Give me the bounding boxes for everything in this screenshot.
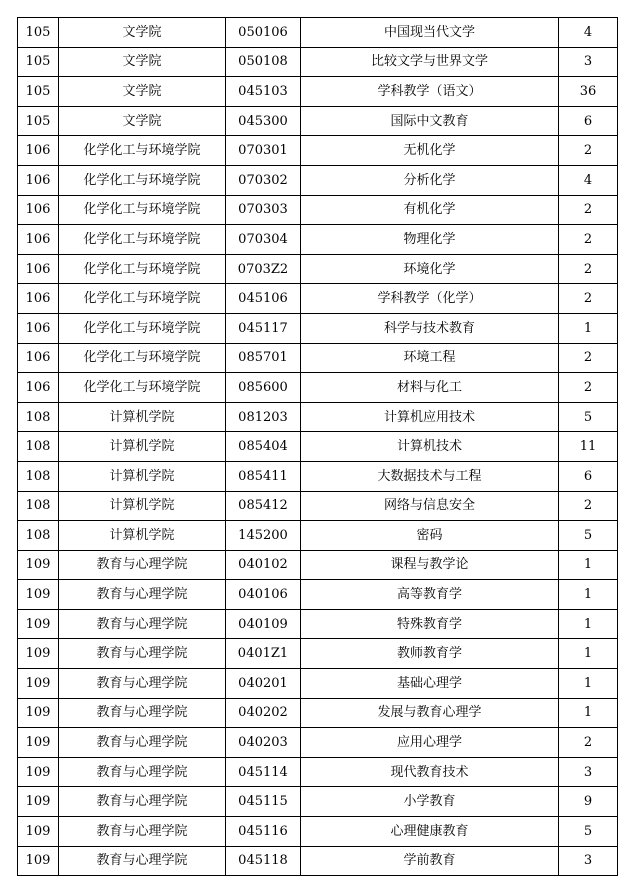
college-name-cell: 教育与心理学院 (59, 728, 226, 758)
major-code-cell: 070303 (226, 195, 301, 225)
major-name-cell: 材料与化工 (301, 373, 559, 403)
enrollment-count-cell: 1 (559, 580, 618, 610)
table-row (18, 106, 618, 136)
college-code-cell: 106 (18, 373, 59, 403)
major-name-cell: 中国现当代文学 (301, 18, 559, 48)
major-name-cell: 科学与技术教育 (301, 313, 559, 343)
enrollment-count-cell: 2 (559, 284, 618, 314)
major-name-cell: 应用心理学 (301, 728, 559, 758)
major-code-cell: 050106 (226, 18, 301, 48)
college-code-cell: 105 (18, 47, 59, 77)
college-code-cell: 108 (18, 402, 59, 432)
college-code-cell: 109 (18, 550, 59, 580)
college-code-cell: 109 (18, 757, 59, 787)
table-row (18, 313, 618, 343)
table-row (18, 254, 618, 284)
table-row (18, 757, 618, 787)
enrollment-count-cell: 6 (559, 461, 618, 491)
college-name-cell: 计算机学院 (59, 491, 226, 521)
major-name-cell: 环境化学 (301, 254, 559, 284)
table-row (18, 47, 618, 77)
major-code-cell: 081203 (226, 402, 301, 432)
college-code-cell: 106 (18, 195, 59, 225)
major-code-cell: 040203 (226, 728, 301, 758)
table-row (18, 639, 618, 669)
college-code-cell: 109 (18, 846, 59, 876)
college-name-cell: 化学化工与环境学院 (59, 195, 226, 225)
major-name-cell: 教师教育学 (301, 639, 559, 669)
college-name-cell: 文学院 (59, 106, 226, 136)
major-name-cell: 网络与信息安全 (301, 491, 559, 521)
college-code-cell: 109 (18, 787, 59, 817)
table-row (18, 165, 618, 195)
college-code-cell: 106 (18, 343, 59, 373)
college-name-cell: 文学院 (59, 47, 226, 77)
major-name-cell: 心理健康教育 (301, 817, 559, 847)
college-code-cell: 108 (18, 491, 59, 521)
college-name-cell: 教育与心理学院 (59, 787, 226, 817)
enrollment-count-cell: 4 (559, 18, 618, 48)
college-name-cell: 化学化工与环境学院 (59, 136, 226, 166)
enrollment-count-cell: 1 (559, 550, 618, 580)
major-code-cell: 085600 (226, 373, 301, 403)
college-code-cell: 109 (18, 669, 59, 699)
table-row (18, 491, 618, 521)
college-name-cell: 计算机学院 (59, 521, 226, 551)
college-code-cell: 108 (18, 432, 59, 462)
enrollment-count-cell: 2 (559, 225, 618, 255)
major-name-cell: 环境工程 (301, 343, 559, 373)
major-code-cell: 040202 (226, 698, 301, 728)
major-name-cell: 物理化学 (301, 225, 559, 255)
major-name-cell: 发展与教育心理学 (301, 698, 559, 728)
major-code-cell: 045103 (226, 77, 301, 107)
enrollment-count-cell: 9 (559, 787, 618, 817)
enrollment-count-cell: 1 (559, 639, 618, 669)
college-name-cell: 化学化工与环境学院 (59, 225, 226, 255)
table-row (18, 609, 618, 639)
college-name-cell: 计算机学院 (59, 461, 226, 491)
major-code-cell: 045118 (226, 846, 301, 876)
major-name-cell: 密码 (301, 521, 559, 551)
major-code-cell: 0401Z1 (226, 639, 301, 669)
major-code-cell: 040106 (226, 580, 301, 610)
college-code-cell: 109 (18, 728, 59, 758)
college-code-cell: 109 (18, 698, 59, 728)
table-row (18, 817, 618, 847)
college-name-cell: 化学化工与环境学院 (59, 313, 226, 343)
table-row (18, 402, 618, 432)
major-name-cell: 现代教育技术 (301, 757, 559, 787)
major-code-cell: 040109 (226, 609, 301, 639)
major-code-cell: 0703Z2 (226, 254, 301, 284)
enrollment-count-cell: 2 (559, 343, 618, 373)
table-row (18, 846, 618, 876)
major-name-cell: 有机化学 (301, 195, 559, 225)
college-code-cell: 109 (18, 639, 59, 669)
college-code-cell: 106 (18, 165, 59, 195)
college-code-cell: 106 (18, 225, 59, 255)
college-code-cell: 108 (18, 461, 59, 491)
table-row (18, 521, 618, 551)
enrollment-count-cell: 4 (559, 165, 618, 195)
major-code-cell: 045116 (226, 817, 301, 847)
college-code-cell: 105 (18, 18, 59, 48)
enrollment-count-cell: 11 (559, 432, 618, 462)
major-code-cell: 045114 (226, 757, 301, 787)
table-row (18, 550, 618, 580)
table-row (18, 787, 618, 817)
college-name-cell: 化学化工与环境学院 (59, 284, 226, 314)
major-name-cell: 高等教育学 (301, 580, 559, 610)
major-code-cell: 085412 (226, 491, 301, 521)
college-name-cell: 教育与心理学院 (59, 757, 226, 787)
enrollment-count-cell: 5 (559, 817, 618, 847)
enrollment-count-cell: 2 (559, 728, 618, 758)
major-name-cell: 计算机技术 (301, 432, 559, 462)
table-row (18, 461, 618, 491)
table-row (18, 580, 618, 610)
major-code-cell: 070301 (226, 136, 301, 166)
major-code-cell: 070302 (226, 165, 301, 195)
college-name-cell: 计算机学院 (59, 432, 226, 462)
table-row (18, 18, 618, 48)
table-row (18, 225, 618, 255)
major-code-cell: 045117 (226, 313, 301, 343)
table-row (18, 195, 618, 225)
college-name-cell: 教育与心理学院 (59, 580, 226, 610)
major-name-cell: 特殊教育学 (301, 609, 559, 639)
major-code-cell: 085404 (226, 432, 301, 462)
table-row (18, 77, 618, 107)
major-code-cell: 045106 (226, 284, 301, 314)
major-code-cell: 045115 (226, 787, 301, 817)
college-name-cell: 教育与心理学院 (59, 609, 226, 639)
college-name-cell: 化学化工与环境学院 (59, 254, 226, 284)
table-row (18, 432, 618, 462)
major-name-cell: 学科教学（化学） (301, 284, 559, 314)
table-row (18, 373, 618, 403)
major-code-cell: 040201 (226, 669, 301, 699)
college-name-cell: 教育与心理学院 (59, 669, 226, 699)
major-name-cell: 无机化学 (301, 136, 559, 166)
enrollment-count-cell: 5 (559, 402, 618, 432)
college-name-cell: 教育与心理学院 (59, 817, 226, 847)
college-code-cell: 109 (18, 609, 59, 639)
enrollment-count-cell: 1 (559, 313, 618, 343)
enrollment-count-cell: 1 (559, 609, 618, 639)
major-code-cell: 070304 (226, 225, 301, 255)
major-code-cell: 050108 (226, 47, 301, 77)
college-code-cell: 105 (18, 77, 59, 107)
major-code-cell: 145200 (226, 521, 301, 551)
college-code-cell: 109 (18, 817, 59, 847)
college-name-cell: 化学化工与环境学院 (59, 373, 226, 403)
college-name-cell: 文学院 (59, 18, 226, 48)
major-name-cell: 计算机应用技术 (301, 402, 559, 432)
major-name-cell: 分析化学 (301, 165, 559, 195)
major-name-cell: 比较文学与世界文学 (301, 47, 559, 77)
major-name-cell: 学前教育 (301, 846, 559, 876)
table-row (18, 669, 618, 699)
enrollment-count-cell: 3 (559, 757, 618, 787)
table-row (18, 284, 618, 314)
college-code-cell: 106 (18, 254, 59, 284)
table-row (18, 698, 618, 728)
enrollment-count-cell: 36 (559, 77, 618, 107)
enrollment-count-cell: 5 (559, 521, 618, 551)
college-code-cell: 106 (18, 313, 59, 343)
enrollment-count-cell: 1 (559, 698, 618, 728)
major-name-cell: 小学教育 (301, 787, 559, 817)
table-row (18, 136, 618, 166)
enrollment-count-cell: 3 (559, 846, 618, 876)
enrollment-count-cell: 2 (559, 254, 618, 284)
college-code-cell: 105 (18, 106, 59, 136)
college-code-cell: 106 (18, 284, 59, 314)
enrollment-count-cell: 6 (559, 106, 618, 136)
college-name-cell: 教育与心理学院 (59, 550, 226, 580)
enrollment-table (17, 17, 618, 876)
college-code-cell: 108 (18, 521, 59, 551)
enrollment-count-cell: 1 (559, 669, 618, 699)
college-name-cell: 教育与心理学院 (59, 639, 226, 669)
major-code-cell: 085411 (226, 461, 301, 491)
college-name-cell: 化学化工与环境学院 (59, 343, 226, 373)
college-name-cell: 化学化工与环境学院 (59, 165, 226, 195)
college-name-cell: 计算机学院 (59, 402, 226, 432)
enrollment-count-cell: 2 (559, 373, 618, 403)
major-name-cell: 国际中文教育 (301, 106, 559, 136)
major-name-cell: 大数据技术与工程 (301, 461, 559, 491)
major-code-cell: 045300 (226, 106, 301, 136)
major-name-cell: 学科教学（语文） (301, 77, 559, 107)
college-name-cell: 教育与心理学院 (59, 846, 226, 876)
table-row (18, 343, 618, 373)
enrollment-count-cell: 2 (559, 491, 618, 521)
college-name-cell: 文学院 (59, 77, 226, 107)
major-name-cell: 课程与教学论 (301, 550, 559, 580)
enrollment-count-cell: 3 (559, 47, 618, 77)
table-body (18, 18, 618, 876)
major-code-cell: 040102 (226, 550, 301, 580)
table-row (18, 728, 618, 758)
major-code-cell: 085701 (226, 343, 301, 373)
enrollment-count-cell: 2 (559, 195, 618, 225)
enrollment-count-cell: 2 (559, 136, 618, 166)
college-code-cell: 109 (18, 580, 59, 610)
college-code-cell: 106 (18, 136, 59, 166)
college-name-cell: 教育与心理学院 (59, 698, 226, 728)
major-name-cell: 基础心理学 (301, 669, 559, 699)
